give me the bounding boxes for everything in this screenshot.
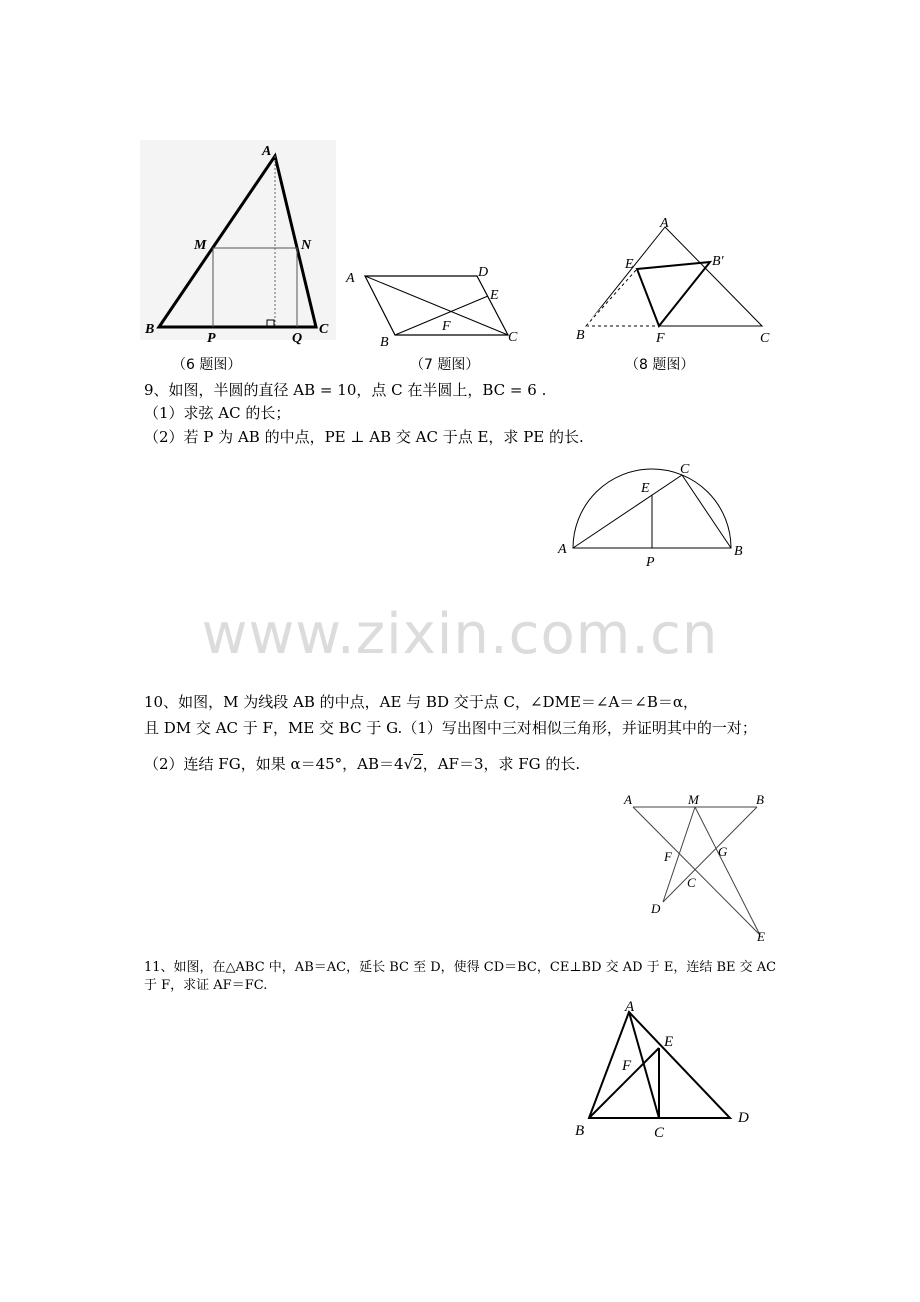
- label-b: B: [575, 1123, 585, 1139]
- figure-8-caption: （8 题图）: [625, 357, 695, 373]
- label-a: A: [262, 144, 272, 159]
- segment-me: [695, 807, 760, 935]
- triangle-abc: [586, 227, 762, 326]
- sqrt-sign: √: [403, 755, 414, 773]
- label-d: D: [651, 901, 661, 916]
- label-c: C: [680, 462, 690, 477]
- label-e: E: [664, 1034, 674, 1050]
- q9-line-1: 9、如图，半圆的直径 AB = 10，点 C 在半圆上，BC = 6 .: [144, 381, 547, 399]
- label-b: B: [145, 322, 155, 337]
- label-a: A: [625, 999, 635, 1015]
- q10-line-2: 且 DM 交 AC 于 F，ME 交 BC 于 G.（1）写出图中三对相似三角形，并证明其中的一对；: [144, 719, 757, 737]
- label-c: C: [760, 331, 770, 346]
- diagonal-ac: [365, 276, 508, 335]
- label-c: C: [319, 322, 329, 337]
- label-a: A: [346, 271, 355, 286]
- q10-line-3-start: （2）连结 FG，如果 α＝45°，AB＝4: [144, 755, 404, 773]
- label-b: B: [576, 328, 585, 343]
- label-g: G: [718, 844, 728, 859]
- figure-8-diagram: [570, 205, 780, 350]
- figure-10-diagram: [620, 790, 775, 950]
- label-e: E: [490, 288, 499, 303]
- q10-line-3: [144, 754, 580, 774]
- figure-6-diagram: [140, 140, 340, 346]
- label-n: N: [301, 238, 312, 253]
- q11-line-2: 于 F，求证 AF＝FC.: [144, 978, 268, 993]
- label-e: E: [625, 257, 634, 272]
- figure-7-caption: （7 题图）: [410, 357, 480, 373]
- q10-line-1: 10、如图，M 为线段 AB 的中点，AE 与 BD 交于点 C，∠DME＝∠A＝∠B＝α，: [144, 693, 699, 711]
- chord-ac: [573, 475, 682, 548]
- figure-9-diagram: [550, 455, 760, 570]
- q11-line-1: 11、如图，在△ABC 中，AB＝AC，延长 BC 至 D，使得 CD＝BC，CE⊥BD 交 AD 于 E，连结 BE 交 AC: [144, 960, 777, 975]
- label-c: C: [654, 1125, 665, 1141]
- sqrt-radicand: 2: [413, 755, 423, 773]
- label-f: F: [622, 1058, 632, 1074]
- segment-bd: [663, 807, 757, 902]
- q10-line-3-end: ，AF＝3，求 FG 的长.: [422, 755, 581, 773]
- folded-triangle: [637, 262, 710, 326]
- label-e: E: [757, 929, 765, 944]
- label-e: E: [641, 481, 650, 496]
- label-f: F: [442, 319, 451, 334]
- label-a: A: [624, 792, 632, 807]
- label-b-prime: B′: [712, 254, 724, 269]
- watermark: www.zixin.com.cn: [201, 602, 719, 667]
- figure-7-diagram: [340, 260, 530, 355]
- q9-line-2: （1）求弦 AC 的长；: [144, 404, 291, 422]
- label-p: P: [207, 331, 216, 346]
- label-f: F: [656, 331, 665, 346]
- label-b: B: [756, 792, 764, 807]
- q9-line-3: （2）若 P 为 AB 的中点，PE ⊥ AB 交 AC 于点 E，求 PE 的长.: [144, 428, 584, 446]
- label-f: F: [664, 849, 672, 864]
- label-c: C: [508, 330, 518, 345]
- label-b: B: [734, 544, 743, 559]
- label-d: D: [478, 265, 489, 280]
- figure-11-diagram: [570, 995, 770, 1145]
- label-m: M: [194, 238, 207, 253]
- label-a: A: [660, 216, 669, 231]
- figure-6-caption: （6 题图）: [172, 357, 242, 373]
- label-q: Q: [292, 331, 303, 346]
- label-p: P: [646, 555, 655, 570]
- label-a: A: [558, 542, 567, 557]
- label-d: D: [738, 1110, 749, 1126]
- label-m: M: [688, 792, 699, 807]
- label-c: C: [687, 875, 696, 890]
- label-b: B: [380, 335, 389, 350]
- chord-bc: [682, 475, 731, 548]
